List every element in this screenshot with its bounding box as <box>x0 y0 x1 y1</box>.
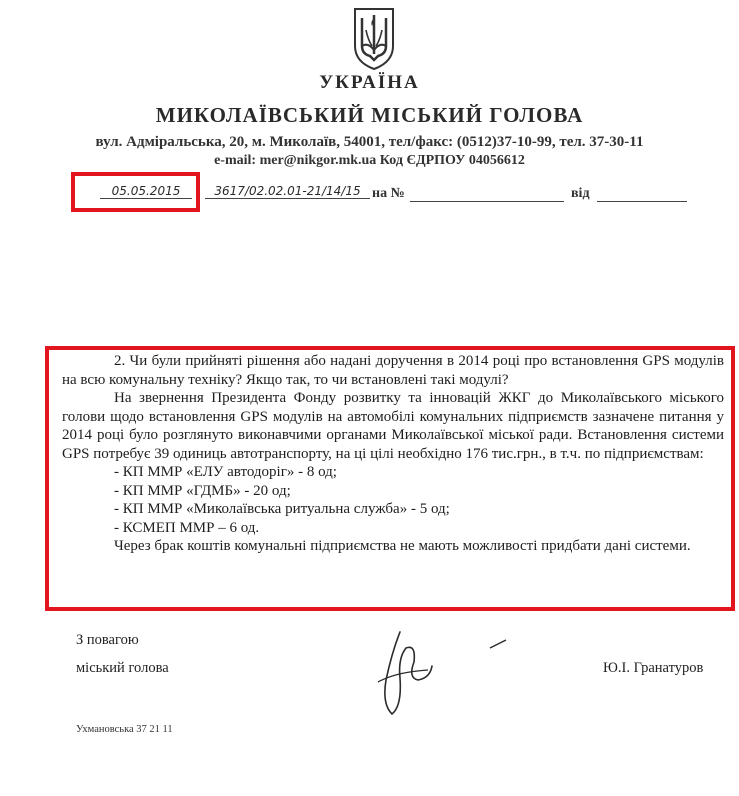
signer-position: міський голова <box>76 660 169 676</box>
reference-number-label: на № <box>372 186 405 201</box>
handwritten-signature <box>358 622 518 722</box>
registration-date: 05.05.2015 <box>100 184 192 199</box>
list-item: - КП ММР «Миколаївська ритуальна служба» - 5 од; <box>114 501 450 517</box>
reference-date-label: від <box>571 186 590 201</box>
conclusion-paragraph: Через брак коштів комунальні підприємства не мають можливості придбати дані системи. <box>114 538 691 554</box>
registration-number: 3617/02.02.01-21/14/15 <box>205 184 370 199</box>
signer-name: Ю.І. Гранатуров <box>603 660 704 676</box>
country-title: УКРАЇНА <box>319 72 420 93</box>
office-email: e-mail: mer@nikgor.mk.ua Код ЄДРПОУ 04056612 <box>214 153 525 168</box>
question-paragraph: 2. Чи були прийняті рішення або надані доручення в 2014 році про встановлення GPS модулів на всю комунальну техніку? Якщо так, то чи встановлені такі модулі? <box>62 353 724 388</box>
office-address: вул. Адміральська, 20, м. Миколаїв, 54001, тел/факс: (0512)37-10-99, тел. 37-30-11 <box>95 134 644 150</box>
trident-emblem-icon <box>352 6 396 72</box>
executor-line: Ухмановська 37 21 11 <box>76 724 173 735</box>
answer-paragraph: На звернення Президента Фонду розвитку та інновацій ЖКГ до Миколаївського міського голови щодо встановлення GPS модулів на автомобілі комунальних підприємств зазначене питання у 2014 році було розглянуто виконавчими органами Миколаївської міської ради. Встановлення системи GPS потребує 39 одиниць автотранспорту, на ці цілі необхідно 176 тис.грн., в т.ч. по підприємствам: <box>62 390 724 462</box>
office-title: МИКОЛАЇВСЬКИЙ МІСЬКИЙ ГОЛОВА <box>155 103 584 127</box>
list-item: - КП ММР «ЕЛУ автодоріг» - 8 од; <box>114 464 337 480</box>
letter-body <box>62 352 724 556</box>
list-item: - КСМЕП ММР – 6 од. <box>114 519 260 536</box>
list-item: - КП ММР «ГДМБ» - 20 од; <box>114 482 291 499</box>
reference-number-blank <box>410 201 564 202</box>
reference-date-blank <box>597 201 687 202</box>
closing-regards: З повагою <box>76 632 139 648</box>
